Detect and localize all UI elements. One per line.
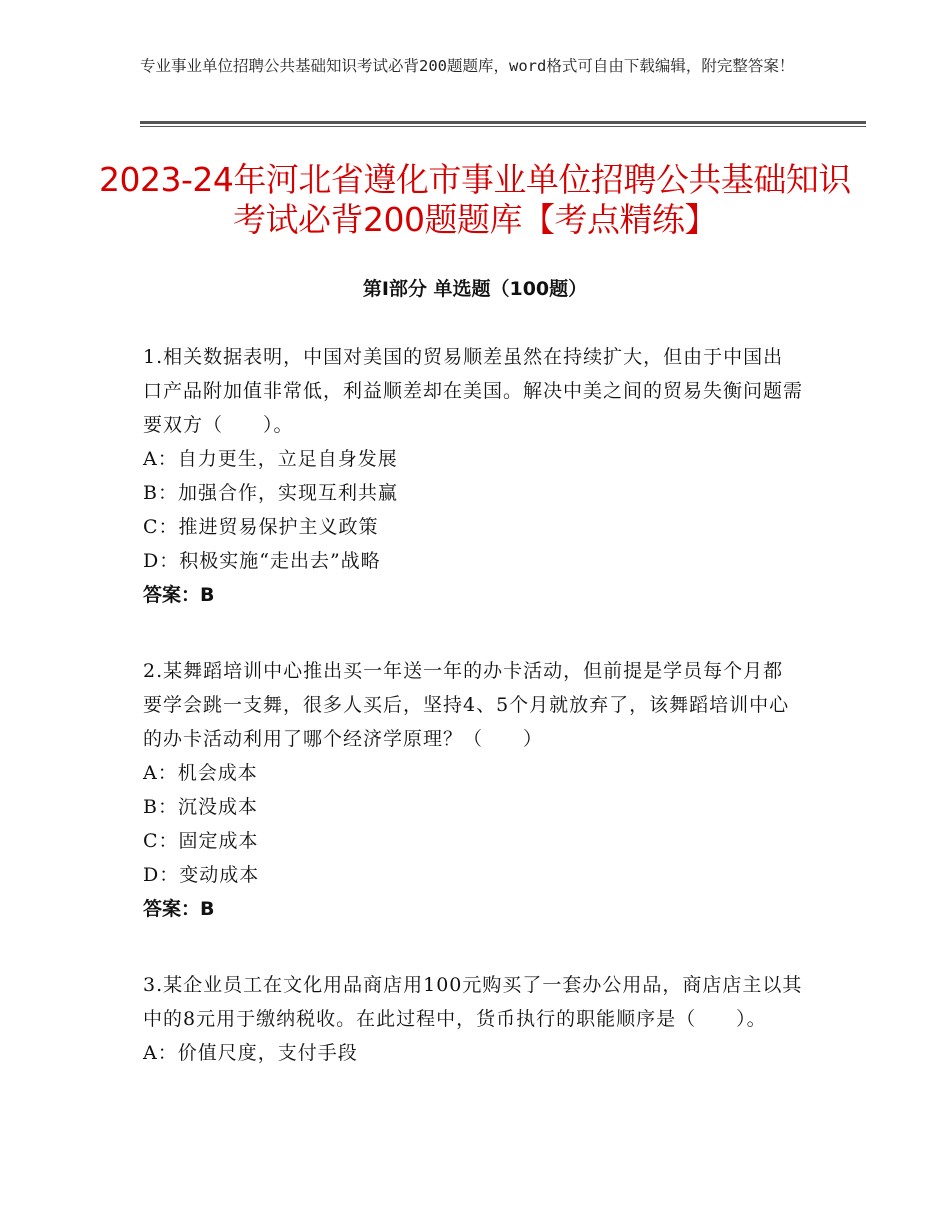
question-stem: 2.某舞蹈培训中心推出买一年送一年的办卡活动，但前提是学员每个月都要学会跳一支舞，很多人买后，坚持4、5个月就放弃了，该舞蹈培训中心的办卡活动利用了哪个经济学原理？（ ）	[143, 660, 790, 750]
question-list	[143, 340, 803, 1112]
option-d: D：变动成本	[143, 864, 260, 886]
option-c: C：固定成本	[143, 830, 259, 852]
option-d: D：积极实施“走出去”战略	[143, 550, 381, 572]
option-b: B：沉没成本	[143, 796, 258, 818]
question-3	[143, 968, 803, 1070]
option-a: A：机会成本	[143, 762, 258, 784]
header-note: 专业事业单位招聘公共基础知识考试必背200题题库，word格式可自由下载编辑，附完整答案！	[140, 57, 795, 75]
answer-label: 答案：B	[143, 898, 215, 920]
option-b: B：加强合作，实现互利共赢	[143, 482, 398, 504]
answer-label: 答案：B	[143, 584, 215, 606]
question-stem: 3.某企业员工在文化用品商店用100元购买了一套办公用品，商店店主以其中的8元用于缴纳税收。在此过程中，货币执行的职能顺序是（ ）。	[143, 974, 803, 1030]
option-c: C：推进贸易保护主义政策	[143, 516, 379, 538]
option-a: A：价值尺度，支付手段	[143, 1042, 358, 1064]
header-divider-thick	[140, 121, 866, 124]
question-stem: 1.相关数据表明，中国对美国的贸易顺差虽然在持续扩大，但由于中国出口产品附加值非常低，利益顺差却在美国。解决中美之间的贸易失衡问题需要双方（ ）。	[143, 346, 804, 436]
section-title: 第Ⅰ部分 单选题（100题）	[362, 278, 588, 300]
question-2	[143, 654, 803, 926]
document-title: 2023-24年河北省遵化市事业单位招聘公共基础知识考试必背200题题库【考点精练】	[99, 160, 851, 239]
question-1	[143, 340, 803, 612]
header-divider-thin	[140, 126, 866, 127]
option-a: A：自力更生，立足自身发展	[143, 448, 398, 470]
